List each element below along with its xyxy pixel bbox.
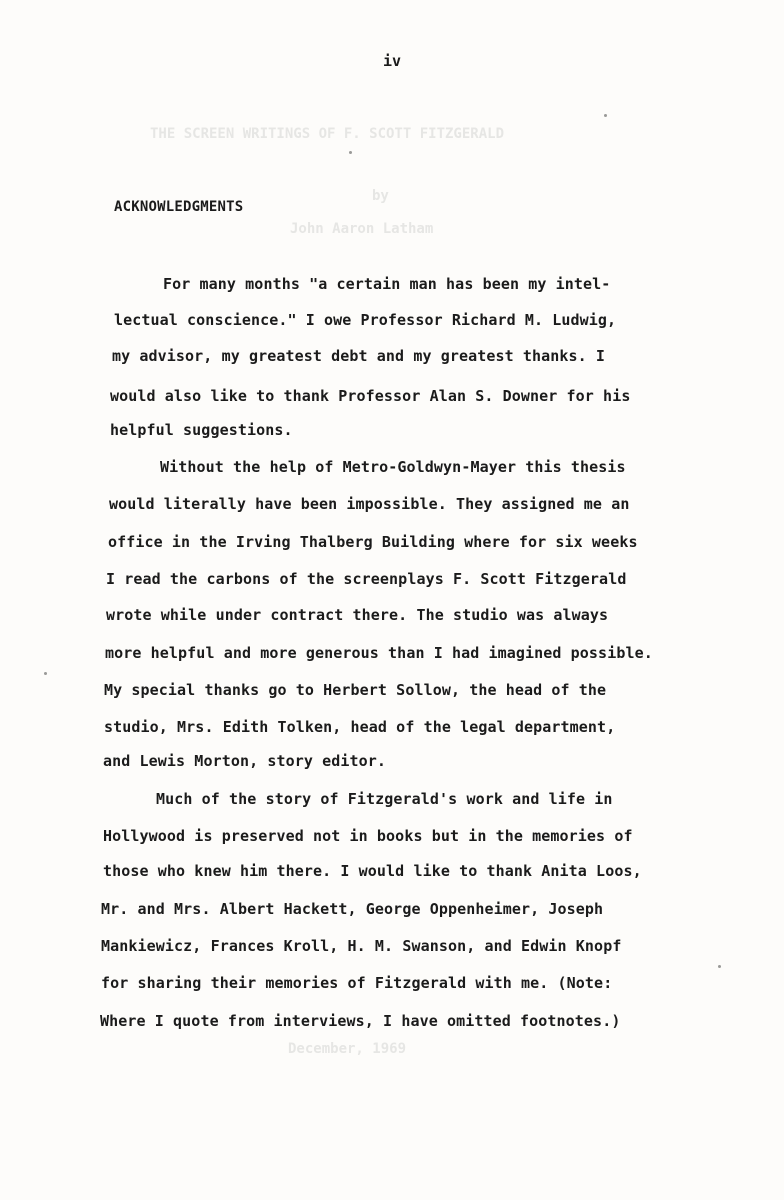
body-line: more helpful and more generous than I had imagined possible. [105,644,653,662]
body-line: lectual conscience." I owe Professor Richard M. Ludwig, [114,311,617,329]
body-line: those who knew him there. I would like to thank Anita Loos, [103,862,642,880]
body-line: wrote while under contract there. The studio was always [106,606,609,624]
body-line: Without the help of Metro-Goldwyn-Mayer this thesis [160,458,626,476]
page-number: iv [382,52,402,70]
body-line: and Lewis Morton, story editor. [103,752,387,770]
page-speck [604,114,607,117]
body-line: Much of the story of Fitzgerald's work and life in [156,790,613,808]
body-line: For many months "a certain man has been my intel- [163,275,611,293]
body-line: Mankiewicz, Frances Kroll, H. M. Swanson, and Edwin Knopf [101,937,622,955]
body-line: Where I quote from interviews, I have omitted footnotes.) [100,1012,621,1030]
body-line: office in the Irving Thalberg Building where for six weeks [108,533,638,551]
page-speck [44,672,47,675]
body-line: for sharing their memories of Fitzgerald with me. (Note: [101,974,613,992]
bleed-through-author: John Aaron Latham [290,221,434,237]
body-line: would literally have been impossible. They assigned me an [109,495,630,513]
body-line: studio, Mrs. Edith Tolken, head of the legal department, [104,718,616,736]
body-line: would also like to thank Professor Alan S. Downer for his [110,387,631,405]
bleed-through-title: THE SCREEN WRITINGS OF F. SCOTT FITZGERALD [150,126,505,142]
body-line: Mr. and Mrs. Albert Hackett, George Oppenheimer, Joseph [101,900,604,918]
body-line: my advisor, my greatest debt and my greatest thanks. I [112,347,606,365]
body-line: helpful suggestions. [110,421,293,439]
page-speck [349,151,352,154]
body-line: I read the carbons of the screenplays F. Scott Fitzgerald [106,570,627,588]
page-speck [718,965,721,968]
body-line: My special thanks go to Herbert Sollow, the head of the [104,681,607,699]
bleed-through-date: December, 1969 [288,1041,407,1057]
body-line: Hollywood is preserved not in books but in the memories of [103,827,633,845]
bleed-through-by: by [372,188,389,204]
section-heading: ACKNOWLEDGMENTS [114,199,244,215]
